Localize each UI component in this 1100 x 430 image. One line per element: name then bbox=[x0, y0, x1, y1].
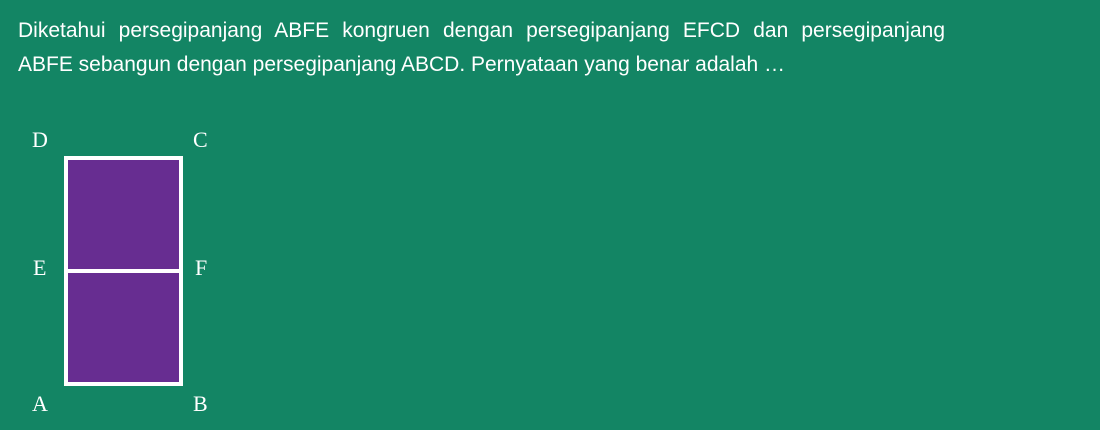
rectangle-figure bbox=[0, 0, 260, 430]
question-text: Diketahui persegipanjang ABFE kongruen dengan persegipanjang EFCD dan persegipanjang ABFE sebangun dengan persegipanjang ABCD. Pernyataan yang benar adalah … bbox=[18, 19, 945, 76]
vertex-label-a: A bbox=[32, 391, 48, 416]
vertex-label-b: B bbox=[193, 391, 208, 416]
vertex-label-e: E bbox=[33, 255, 47, 280]
vertex-label-f: F bbox=[195, 255, 208, 280]
rectangle-abfe bbox=[64, 269, 183, 386]
vertex-label-d: D bbox=[32, 127, 48, 152]
vertex-label-c: C bbox=[193, 127, 208, 152]
rectangle-efcd bbox=[64, 156, 183, 273]
